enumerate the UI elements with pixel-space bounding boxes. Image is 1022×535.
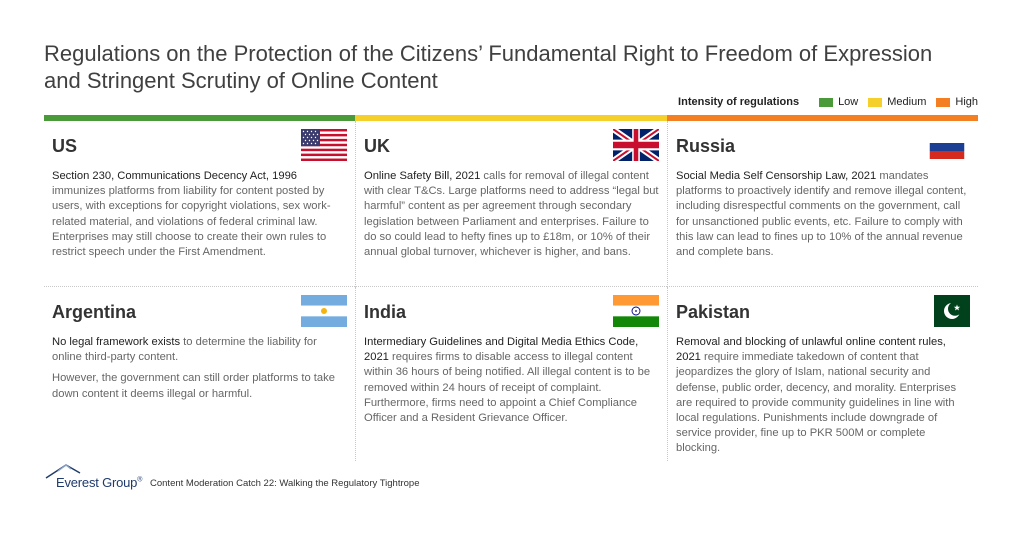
us-flag-icon bbox=[301, 129, 347, 161]
country-text-argentina bbox=[52, 335, 347, 402]
country-name-argentina: Argentina bbox=[52, 302, 137, 322]
footer bbox=[44, 463, 420, 491]
country-card-russia bbox=[667, 121, 978, 287]
india-flag-icon bbox=[613, 295, 659, 327]
country-card-pakistan bbox=[667, 287, 978, 461]
law-desc-uk: calls for removal of illegal content with clear T&Cs. Large platforms need to address “legal but harmful” content as per agreement through secondary legislation between Parliament and enterprises. Failure to do so could lead to hefty fines up to £18m, or 10% of their annual global turnover, whichever is higher, and bans. bbox=[364, 170, 659, 259]
country-name-pakistan: Pakistan bbox=[676, 302, 751, 322]
law-name-pakistan: Removal and blocking of unlawful online content rules, 2021 bbox=[676, 336, 946, 364]
page-title: Regulations on the Protection of the Citizens’ Fundamental Right to Freedom of Expression and Stringent Scrutiny of Online Content bbox=[44, 41, 933, 93]
legend-swatch-medium bbox=[868, 98, 882, 107]
country-card-argentina bbox=[44, 287, 355, 461]
law-name-russia: Social Media Self Censorship Law, 2021 bbox=[676, 170, 877, 182]
law-name-india: Intermediary Guidelines and Digital Media Ethics Code, 2021 bbox=[364, 336, 639, 364]
pakistan-flag-icon bbox=[934, 295, 970, 327]
country-card-us bbox=[44, 121, 355, 287]
country-text-uk bbox=[364, 169, 659, 260]
uk-flag-icon bbox=[613, 129, 659, 161]
country-text-us bbox=[52, 169, 347, 260]
country-text-russia bbox=[676, 169, 970, 260]
country-name-india: India bbox=[364, 302, 407, 322]
country-text-india bbox=[364, 335, 659, 426]
legend-label-low: Low bbox=[838, 96, 859, 108]
law-desc2-argentina: However, the government can still order platforms to take down content it deems illegal or harmful. bbox=[52, 372, 335, 400]
law-desc-argentina: to determine the liability for online third-party content. bbox=[52, 336, 317, 364]
legend-item-high bbox=[936, 96, 978, 108]
legend-item-medium bbox=[868, 96, 926, 108]
registered-mark: ® bbox=[137, 476, 143, 484]
legend-label-medium: Medium bbox=[887, 96, 927, 108]
country-text-pakistan bbox=[676, 335, 970, 457]
law-desc-pakistan: require immediate takedown of content that jeopardizes the glory of Islam, national security and defense, public order, decency, and morality. Enterprises are required to provide community guidelines in line with local regulations. Punishments include downgrade of service provider, fine up to PKR 500M or complete blocking. bbox=[676, 351, 957, 455]
legend-title: Intensity of regulations bbox=[678, 96, 800, 108]
legend-item-low bbox=[819, 96, 858, 108]
law-name-us: Section 230, Communications Decency Act, 1996 bbox=[52, 170, 298, 182]
country-name-russia: Russia bbox=[676, 136, 736, 156]
country-name-us: US bbox=[52, 136, 78, 156]
law-desc-us: immunizes platforms from liability for content posted by users, with exceptions for copyright violations, sex work-related material, and violations of federal criminal law. Enterprises may still choose to create their own rules to restrict speech under the First Amendment. bbox=[52, 185, 331, 259]
legend bbox=[678, 96, 978, 108]
country-card-uk bbox=[355, 121, 667, 287]
russia-flag-icon bbox=[924, 135, 970, 159]
country-grid bbox=[44, 121, 978, 461]
everest-group-logo bbox=[44, 463, 144, 491]
legend-swatch-low bbox=[819, 98, 833, 107]
country-name-uk: UK bbox=[364, 136, 390, 156]
argentina-flag-icon bbox=[301, 295, 347, 327]
country-card-india bbox=[355, 287, 667, 461]
legend-label-high: High bbox=[955, 96, 978, 108]
law-desc-russia: mandates platforms to proactively identify and remove illegal content, including disrespectful comments on the government, call for unsanctioned public events, etc. Failure to comply with this law can lead to fines up to 10% of the annual revenue and complete bans. bbox=[676, 170, 967, 259]
legend-swatch-high bbox=[936, 98, 950, 107]
brand-name bbox=[56, 475, 142, 490]
source-caption: Content Moderation Catch 22: Walking the Regulatory Tightrope bbox=[150, 478, 420, 489]
law-desc-india: requires firms to disable access to illegal content within 36 hours of being notified. All illegal content is to be removed within 24 hours of receipt of complaint. Furthermore, firms need to appoint a Chief Compliance Officer and a Resident Grievance Officer. bbox=[364, 351, 651, 425]
law-name-uk: Online Safety Bill, 2021 bbox=[364, 170, 481, 182]
law-name-argentina: No legal framework exists bbox=[52, 336, 181, 348]
brand-text: Everest Group bbox=[56, 475, 138, 490]
